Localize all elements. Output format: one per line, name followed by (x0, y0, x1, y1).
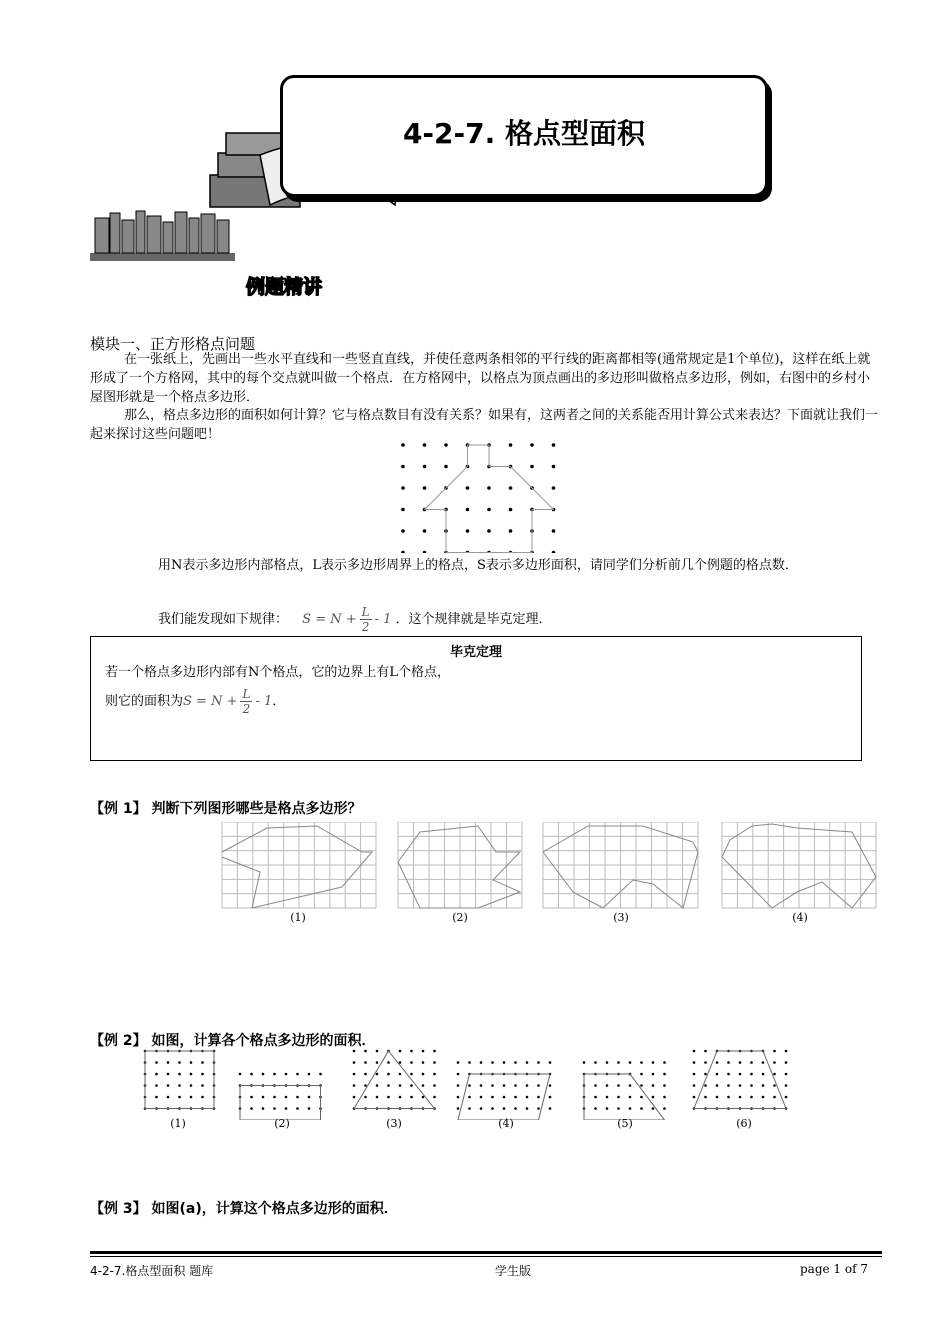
ex1-grid-2 (398, 822, 522, 908)
ex1-caption-1: (1) (290, 911, 306, 924)
formula-lhs: S = N + (302, 612, 357, 627)
lattice-dot (401, 486, 405, 490)
example-2-dot-figures (140, 1048, 800, 1120)
lattice-dot (552, 443, 556, 447)
ex2-figure-3 (353, 1050, 436, 1110)
example-1-prompt: 【例 1】 判断下列图形哪些是格点多边形？ (90, 801, 362, 817)
theorem-line-2 (105, 687, 285, 716)
lattice-dot (552, 529, 556, 533)
ex2-figure-6 (693, 1050, 788, 1110)
rule-outro: ．这个规律就是毕克定理． (395, 612, 552, 627)
lattice-dot (423, 443, 427, 447)
ex2-caption-4: (4) (498, 1117, 514, 1130)
ex2-polygon-6 (694, 1051, 786, 1109)
lattice-dot (552, 465, 556, 469)
notation-paragraph: 用N表示多边形内部格点，L表示多边形周界上的格点，S表示多边形面积，请同学们分析前几个例题的格点数． (158, 558, 798, 573)
formula-fraction (360, 605, 372, 634)
lattice-dot (423, 486, 427, 490)
lattice-dot (552, 486, 556, 490)
footer-rule-thick (90, 1251, 882, 1254)
ex1-grid-3 (543, 822, 698, 908)
ex2-caption-5: (5) (617, 1117, 633, 1130)
lattice-dot (509, 443, 513, 447)
formula-tail: - 1 (374, 612, 392, 627)
example-2-prompt: 【例 2】 如图，计算各个格点多边形的面积． (90, 1033, 376, 1049)
bookshelf-icon (90, 208, 235, 263)
lattice-dot (423, 465, 427, 469)
ex1-shape-2 (398, 826, 520, 908)
section-banner: 例题精讲 (246, 276, 323, 298)
ex2-caption-1: (1) (170, 1117, 186, 1130)
lattice-dot (530, 443, 534, 447)
theorem-box (90, 636, 862, 761)
lattice-dot (487, 529, 491, 533)
theorem-formula-fraction (240, 687, 252, 716)
lattice-dot (401, 465, 405, 469)
lattice-dot (444, 443, 448, 447)
title-box (280, 75, 768, 197)
ex2-caption-6: (6) (736, 1117, 752, 1130)
ex1-caption-4: (4) (792, 911, 808, 924)
formula-denominator: 2 (361, 620, 370, 634)
house-polygon (425, 445, 554, 553)
ex1-grid-4 (722, 822, 876, 908)
lattice-dot (509, 529, 513, 533)
lattice-dot (466, 508, 470, 512)
lattice-dot (444, 465, 448, 469)
lattice-dot (487, 508, 491, 512)
page-title: 4-2-7. 格点型面积 (402, 117, 646, 150)
ex1-caption-3: (3) (613, 911, 629, 924)
ex1-caption-2: (2) (452, 911, 468, 924)
ex2-polygon-1 (145, 1051, 214, 1109)
lattice-dot (401, 529, 405, 533)
lattice-dot (530, 465, 534, 469)
rule-intro: 我们能发现如下规律： (158, 612, 289, 627)
ex2-figure-1 (144, 1050, 216, 1110)
theorem-title: 毕克定理 (449, 645, 502, 660)
footer-rule-thin (90, 1256, 882, 1257)
lattice-dot (401, 551, 405, 553)
ex2-polygon-2 (240, 1086, 321, 1121)
theorem-formula-lhs: S = N + (183, 694, 238, 709)
lattice-dot (509, 508, 513, 512)
theorem-line-1: 若一个格点多边形内部有N个格点，它的边界上有L个格点， (105, 665, 451, 680)
lattice-dot (423, 551, 427, 553)
lattice-dot (401, 443, 405, 447)
lattice-dot (466, 529, 470, 533)
ex1-shape-1 (222, 826, 372, 908)
house-lattice-figure (395, 438, 580, 553)
footer-page-number: page 1 of 7 (800, 1262, 868, 1276)
example-3-prompt: 【例 3】 如图(a)，计算这个格点多边形的面积． (90, 1201, 398, 1217)
ex2-polygon-3 (354, 1051, 435, 1109)
lattice-dot (509, 486, 513, 490)
theorem-formula-numerator: L (242, 687, 251, 701)
example-1-grids (220, 822, 880, 912)
theorem-formula-tail: - 1 (255, 694, 273, 709)
theorem-line-2-post: ． (272, 694, 286, 709)
intro-paragraph-1: 在一张纸上，先画出一些水平直线和一些竖直直线，并使任意两条相邻的平行线的距离都相等(通常规定是1个单位)，这样在纸上就形成了一个方格网，其中的每个交点就叫做一个格点．在方格网中，以格点为顶点画出的多边形叫做格点多边形，例如，右图中的乡村小屋图形就是一个格点多边形． (90, 352, 871, 405)
theorem-formula-denominator: 2 (242, 702, 251, 716)
footer-middle: 学生版 (495, 1264, 532, 1278)
lattice-dot (552, 551, 556, 553)
theorem-line-2-pre: 则它的面积为 (105, 694, 184, 709)
ex2-caption-2: (2) (274, 1117, 290, 1130)
ex2-caption-3: (3) (386, 1117, 402, 1130)
intro-paragraph-2: 那么，格点多边形的面积如何计算？它与格点数目有没有关系？如果有，这两者之间的关系能否用计算公式来表达？下面就让我们一起来探讨这些问题吧！ (90, 408, 879, 442)
lattice-dot (466, 486, 470, 490)
ex2-figure-5 (583, 1061, 666, 1120)
formula-numerator: L (361, 605, 370, 619)
section-heading: 模块一、正方形格点问题 (90, 335, 256, 353)
footer-left: 4-2-7.格点型面积 题库 (90, 1264, 214, 1278)
ex2-figure-4 (457, 1061, 552, 1120)
lattice-dot (401, 508, 405, 512)
pick-rule-paragraph (158, 605, 882, 634)
lattice-dot (487, 486, 491, 490)
ex1-grid-1 (222, 822, 376, 908)
ex2-figure-2 (239, 1073, 322, 1120)
lattice-dot (423, 529, 427, 533)
